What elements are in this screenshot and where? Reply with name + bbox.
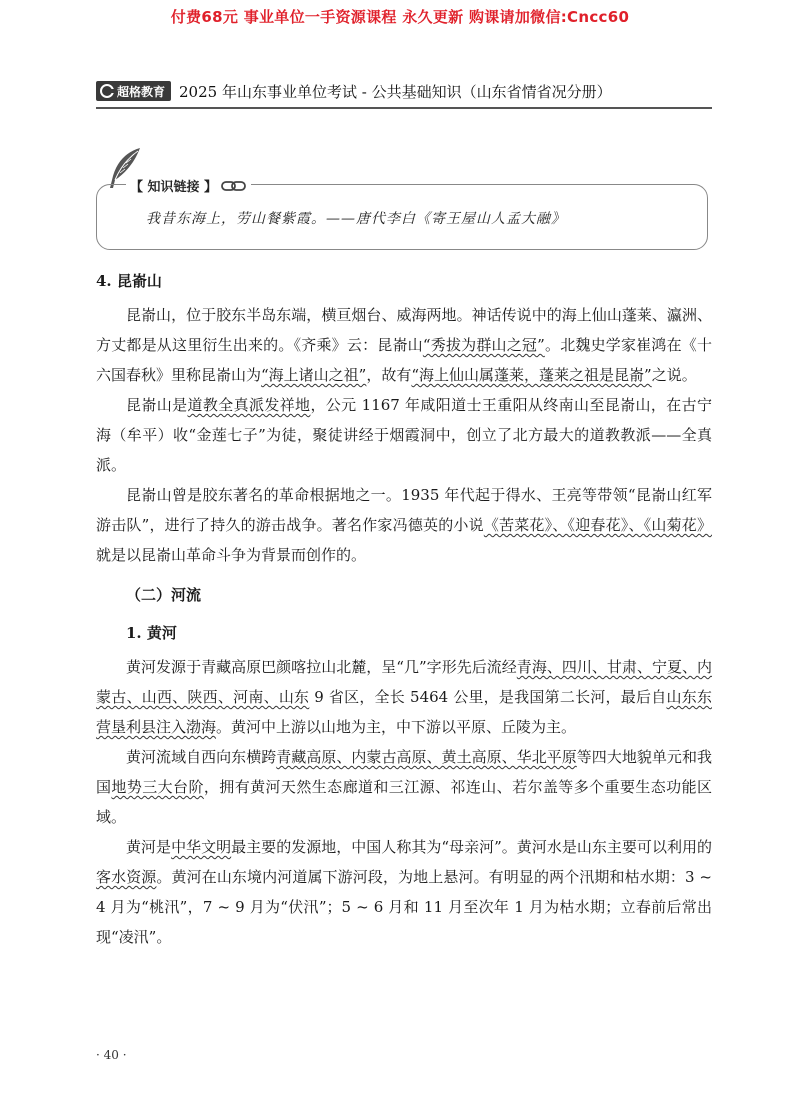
knowledge-link-label (126, 176, 251, 195)
logo-text: 超格教育 (117, 84, 166, 99)
page-header (96, 78, 712, 104)
brand-logo (96, 81, 171, 101)
paragraph-kunyu-1: 昆嵛山，位于胶东半岛东端，横亘烟台、威海两地。神话传说中的海上仙山蓬莱、瀛洲、方丈都是从这里衍生出来的。《齐乘》云：昆嵛山“秀拔为群山之冠”。北魏史学家崔鸿在《十六国春秋》里称昆嵛山为“海上诸山之祖”，故有“海上仙山属蓬莱，蓬莱之祖是昆嵛”之说。 (96, 306, 712, 384)
section-heading-kunyu: 4. 昆嵛山 (96, 272, 162, 290)
chain-link-icon (221, 180, 247, 192)
logo-mark-icon (100, 84, 114, 98)
box-label-text: 【 知识链接 】 (130, 180, 218, 195)
subsection-heading-yellow-river: 1. 黄河 (126, 624, 177, 642)
header-title: 2025 年山东事业单位考试 - 公共基础知识（山东省情省况分册） (179, 82, 612, 101)
header-divider (96, 107, 712, 109)
ad-banner: 付费68元 事业单位一手资源课程 永久更新 购课请加微信:Cncc60 (170, 8, 630, 26)
page-number: · 40 · (96, 1048, 127, 1062)
section-heading-rivers: （二）河流 (126, 586, 202, 604)
knowledge-quote: 我昔东海上，劳山餐紫霞。——唐代李白《寄王屋山人孟大融》 (146, 211, 566, 227)
paragraph-yellow-river-1: 黄河发源于青藏高原巴颜喀拉山北麓，呈“几”字形先后流经青海、四川、甘肃、宁夏、内蒙古、山西、陕西、河南、山东 9 省区，全长 5464 公里，是我国第二长河，最后自山东东营垦利县注入渤海。黄河中上游以山地为主，中下游以平原、丘陵为主。 (96, 658, 712, 736)
paragraph-kunyu-3: 昆嵛山曾是胶东著名的革命根据地之一。1935 年代起于得水、王亮等带领“昆嵛山红军游击队”，进行了持久的游击战争。著名作家冯德英的小说《苦菜花》、《迎春花》、《山菊花》就是以昆嵛山革命斗争为背景而创作的。 (96, 486, 712, 564)
paragraph-yellow-river-3: 黄河是中华文明最主要的发源地，中国人称其为“母亲河”。黄河水是山东主要可以利用的客水资源。黄河在山东境内河道属下游河段，为地上悬河。有明显的两个汛期和枯水期：3 ~ 4 月为“桃汛”，7 ~ 9 月为“伏汛”；5 ~ 6 月和 11 月至次年 1 月为枯水期；立春前后常出现“凌汛”。 (96, 838, 712, 946)
main-content (96, 266, 712, 952)
paragraph-yellow-river-2: 黄河流域自西向东横跨青藏高原、内蒙古高原、黄土高原、华北平原等四大地貌单元和我国地势三大台阶，拥有黄河天然生态廊道和三江源、祁连山、若尔盖等多个重要生态功能区域。 (96, 748, 712, 826)
paragraph-kunyu-2: 昆嵛山是道教全真派发祥地，公元 1167 年咸阳道士王重阳从终南山至昆嵛山，在古宁海（牟平）收“金莲七子”为徒，聚徒讲经于烟霞洞中，创立了北方最大的道教教派——全真派。 (96, 396, 712, 474)
